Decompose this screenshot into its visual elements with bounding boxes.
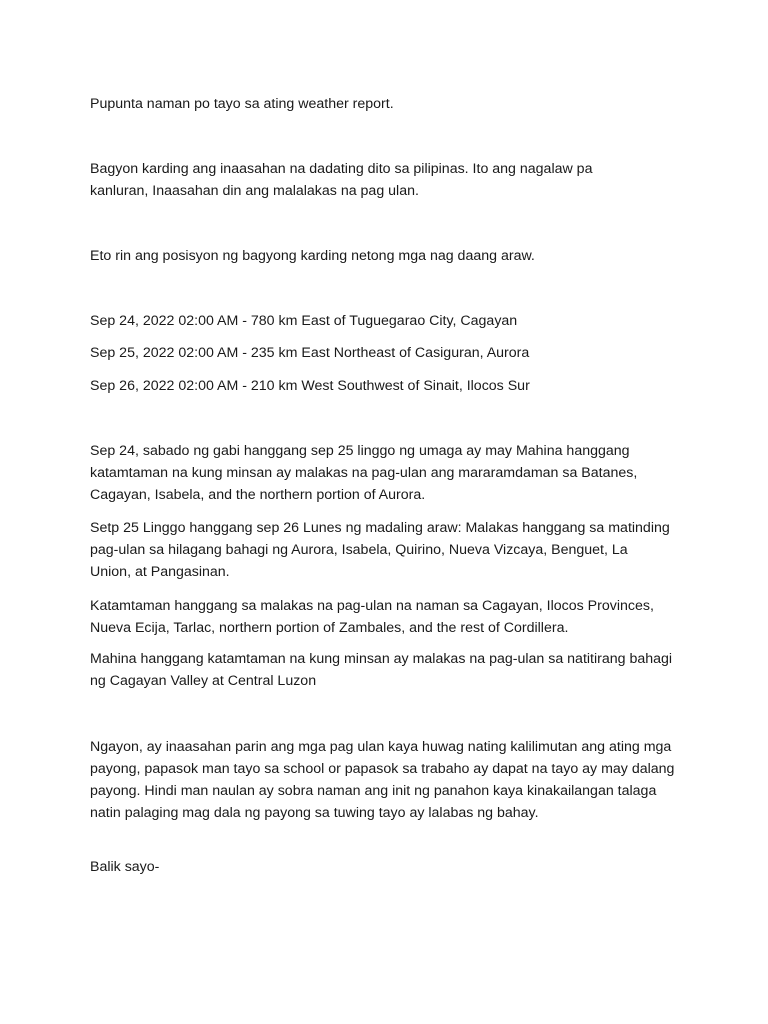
intro-paragraph: Pupunta naman po tayo sa ating weather report. — [90, 96, 394, 112]
forecast-paragraph: Katamtaman hanggang sa malakas na pag-ulan na naman sa Cagayan, Ilocos Provinces, Nueva Ecija, Tarlac, northern portion of Zambales, and the rest of Cordillera. — [90, 598, 654, 636]
forecast-paragraph: Mahina hanggang katamtaman na kung minsan ay malakas na pag-ulan sa natitirang bahagi ng Cagayan Valley at Central Luzon — [90, 651, 673, 689]
closing-line: Balik sayo- — [90, 859, 160, 875]
forecast-paragraph: Setp 25 Linggo hanggang sep 26 Lunes ng madaling araw: Malakas hanggang sa matinding pag-ulan sa hilagang bahagi ng Aurora, Isabela, Quirino, Nueva Vizcaya, Benguet, La Union, at Pangasinan. — [90, 520, 670, 580]
storm-expected-paragraph: Bagyon karding ang inaasahan na dadating dito sa pilipinas. Ito ang nagalaw pa kanluran, Inaasahan din ang malalakas na pag ulan. — [90, 161, 593, 199]
position-line: Sep 24, 2022 02:00 AM - 780 km East of Tuguegarao City, Cagayan — [90, 313, 518, 329]
forecast-paragraph: Sep 24, sabado ng gabi hanggang sep 25 linggo ng umaga ay may Mahina hanggang katamtaman na kung minsan ay malakas na pag-ulan ang mararamdaman sa Batanes, Cagayan, Isabela, and the northern portion of Aurora. — [90, 443, 638, 503]
position-line: Sep 26, 2022 02:00 AM - 210 km West Southwest of Sinait, Ilocos Sur — [90, 378, 530, 394]
advice-paragraph: Ngayon, ay inaasahan parin ang mga pag ulan kaya huwag nating kalilimutan ang ating mga payong, papasok man tayo sa school or papasok sa trabaho ay dapat na tayo ay may dalang payong. Hindi man naulan ay sobra naman ang init ng panahon kaya kinakailangan talaga natin palaging mag dala ng payong sa tuwing tayo ay lalabas ng bahay. — [90, 739, 675, 821]
positions-intro-paragraph: Eto rin ang posisyon ng bagyong karding netong mga nag daang araw. — [90, 248, 535, 264]
position-line: Sep 25, 2022 02:00 AM - 235 km East Northeast of Casiguran, Aurora — [90, 345, 530, 361]
